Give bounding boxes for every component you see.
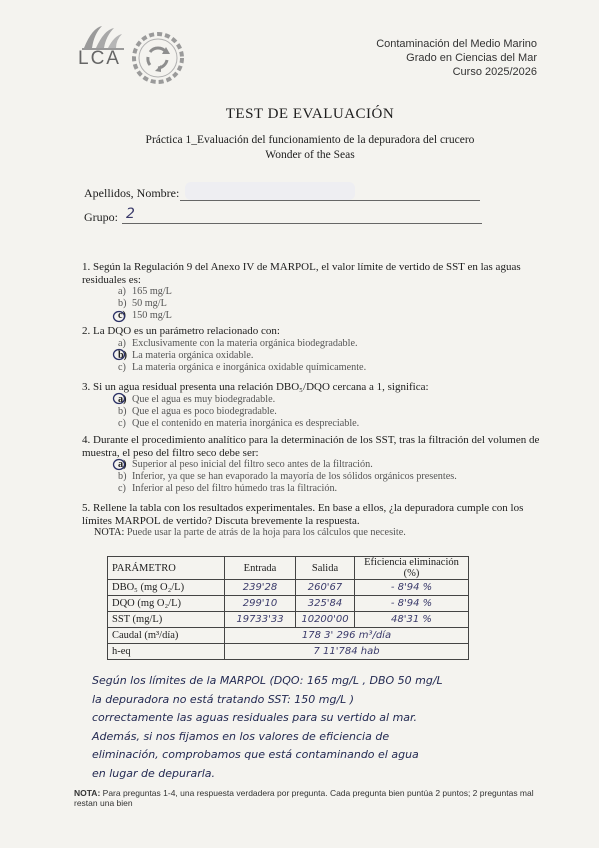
table-row [108,596,469,612]
recycling-gear-icon [130,30,186,86]
option-b-selected: b) La materia orgánica oxidable. [118,349,254,361]
question-2 [82,325,542,374]
answer-line: en lugar de depurarla. [92,766,216,780]
lca-logo-text: LCA [78,48,121,69]
page-title: TEST DE EVALUACIÓN [225,106,395,122]
caudal-value: 178 3' 296 m³/día [225,628,469,644]
option-c-selected: c) 150 mg/L [118,310,172,321]
option-b: b) Que el agua es poco biodegradable. [118,405,277,417]
entrada-cell: 299'10 [225,596,296,612]
question-text: 3. Si un agua residual presenta una relación DBO₅/DQO cercana a 1, significa: [82,381,429,393]
table-row [108,612,469,628]
question-5 [82,502,542,540]
question-text: 4. Durante el procedimiento analítico para la determinación de los SST, tras la filtración del volumen de muestra, el peso del filtro seco debe ser: [82,434,540,459]
name-line [180,200,480,201]
table-row [108,580,469,596]
eficiencia-cell: - 8'94 % [355,596,469,612]
question-1 [82,261,542,322]
parameter-cell: DBO₅ (mg O₂/L) [108,580,225,596]
option-a-selected: a) Superior al peso inicial del filtro seco antes de la filtración. [118,459,373,470]
eficiencia-cell: - 8'94 % [355,580,469,596]
selection-circle-icon [112,458,126,471]
answer-line: eliminación, comprobamos que está contaminando el agua [92,748,419,761]
entrada-cell: 239'28 [225,580,296,596]
name-label: Apellidos, Nombre: [84,186,180,200]
handwritten-answer [92,672,562,783]
subtitle-line-1: Práctica 1_Evaluación del funcionamiento de la depuradora del crucero [145,134,475,146]
selection-circle-icon [112,348,126,361]
option-c: c) Inferior al peso del filtro húmedo tras la filtración. [118,483,338,494]
option-b: b) 50 mg/L [118,298,167,309]
parameter-cell: SST (mg/L) [108,612,225,628]
group-line [122,223,482,224]
header-eficiencia: Eficiencia eliminación (%) [355,557,469,580]
salida-cell: 325'84 [296,596,355,612]
parameter-cell: DQO (mg O₂/L) [108,596,225,612]
course-header [277,37,537,79]
eficiencia-cell: 48'31 % [355,612,469,628]
group-value: 2 [126,206,135,222]
footer-note [74,788,544,808]
practice-subtitle [0,133,599,163]
parameter-cell: h-eq [108,644,225,660]
question-text: 1. Según la Regulación 9 del Anexo IV de MARPOL, el valor límite de vertido de SST en las aguas residuales es: [82,261,521,286]
footer-note-text: Para preguntas 1-4, una respuesta verdadera por pregunta. Cada pregunta bien puntúa 2 puntos; 2 preguntas mal restan una bien [74,788,534,808]
option-b: b) Inferior, ya que se han evaporado la mayoría de los sólidos orgánicos presentes. [118,471,457,482]
degree-name: Grado en Ciencias del Mar [406,52,537,64]
parameter-cell: Caudal (m³/día) [108,628,225,644]
header-parametro: PARÁMETRO [108,557,225,580]
header-entrada: Entrada [225,557,296,580]
answer-line: correctamente las aguas residuales para su vertido al mar. [92,711,418,724]
table-header-row [108,557,469,580]
results-table [107,556,469,660]
question-note: NOTA: Puede usar la parte de atrás de la hoja para los cálculos que necesite. [94,527,406,538]
option-a-selected: a) Que el agua es muy biodegradable. [118,393,276,405]
subtitle-line-2: Wonder of the Seas [265,149,355,161]
group-label: Grupo: [84,210,118,224]
answer-line: Además, si nos fijamos en los valores de eficiencia de [92,729,390,743]
entrada-cell: 19733'33 [225,612,296,628]
answer-line: Según los límites de la MARPOL (DQO: 165 mg/L , DBO 50 mg/L [92,674,443,687]
question-3 [82,381,542,430]
option-c: c) La materia orgánica e inorgánica oxidable químicamente. [118,361,367,373]
course-year: Curso 2025/2026 [452,66,537,78]
option-a: a) 165 mg/L [118,286,172,297]
answer-line: la depuradora no está tratando SST: 150 mg/L ) [92,692,355,706]
selection-circle-icon [112,310,126,323]
question-text: 5. Rellene la tabla con los resultados experimentales. En base a ellos, ¿la depuradora cumple con los límites MARPOL de vertido? Discuta brevemente la respuesta. [82,502,524,527]
option-a: a) Exclusivamente con la materia orgánica biodegradable. [118,337,358,349]
course-name: Contaminación del Medio Marino [376,38,537,50]
redacted-name [185,182,355,200]
question-text: 2. La DQO es un parámetro relacionado con: [82,325,280,337]
table-row [108,628,469,644]
option-c: c) Que el contenido en materia inorgánica es despreciable. [118,417,360,429]
salida-cell: 10200'00 [296,612,355,628]
table-row [108,644,469,660]
salida-cell: 260'67 [296,580,355,596]
h-eq-value: 7 11'784 hab [225,644,469,660]
header-salida: Salida [296,557,355,580]
selection-circle-icon [112,392,126,405]
question-4 [82,434,542,495]
footer-note-label: NOTA: [74,788,101,798]
